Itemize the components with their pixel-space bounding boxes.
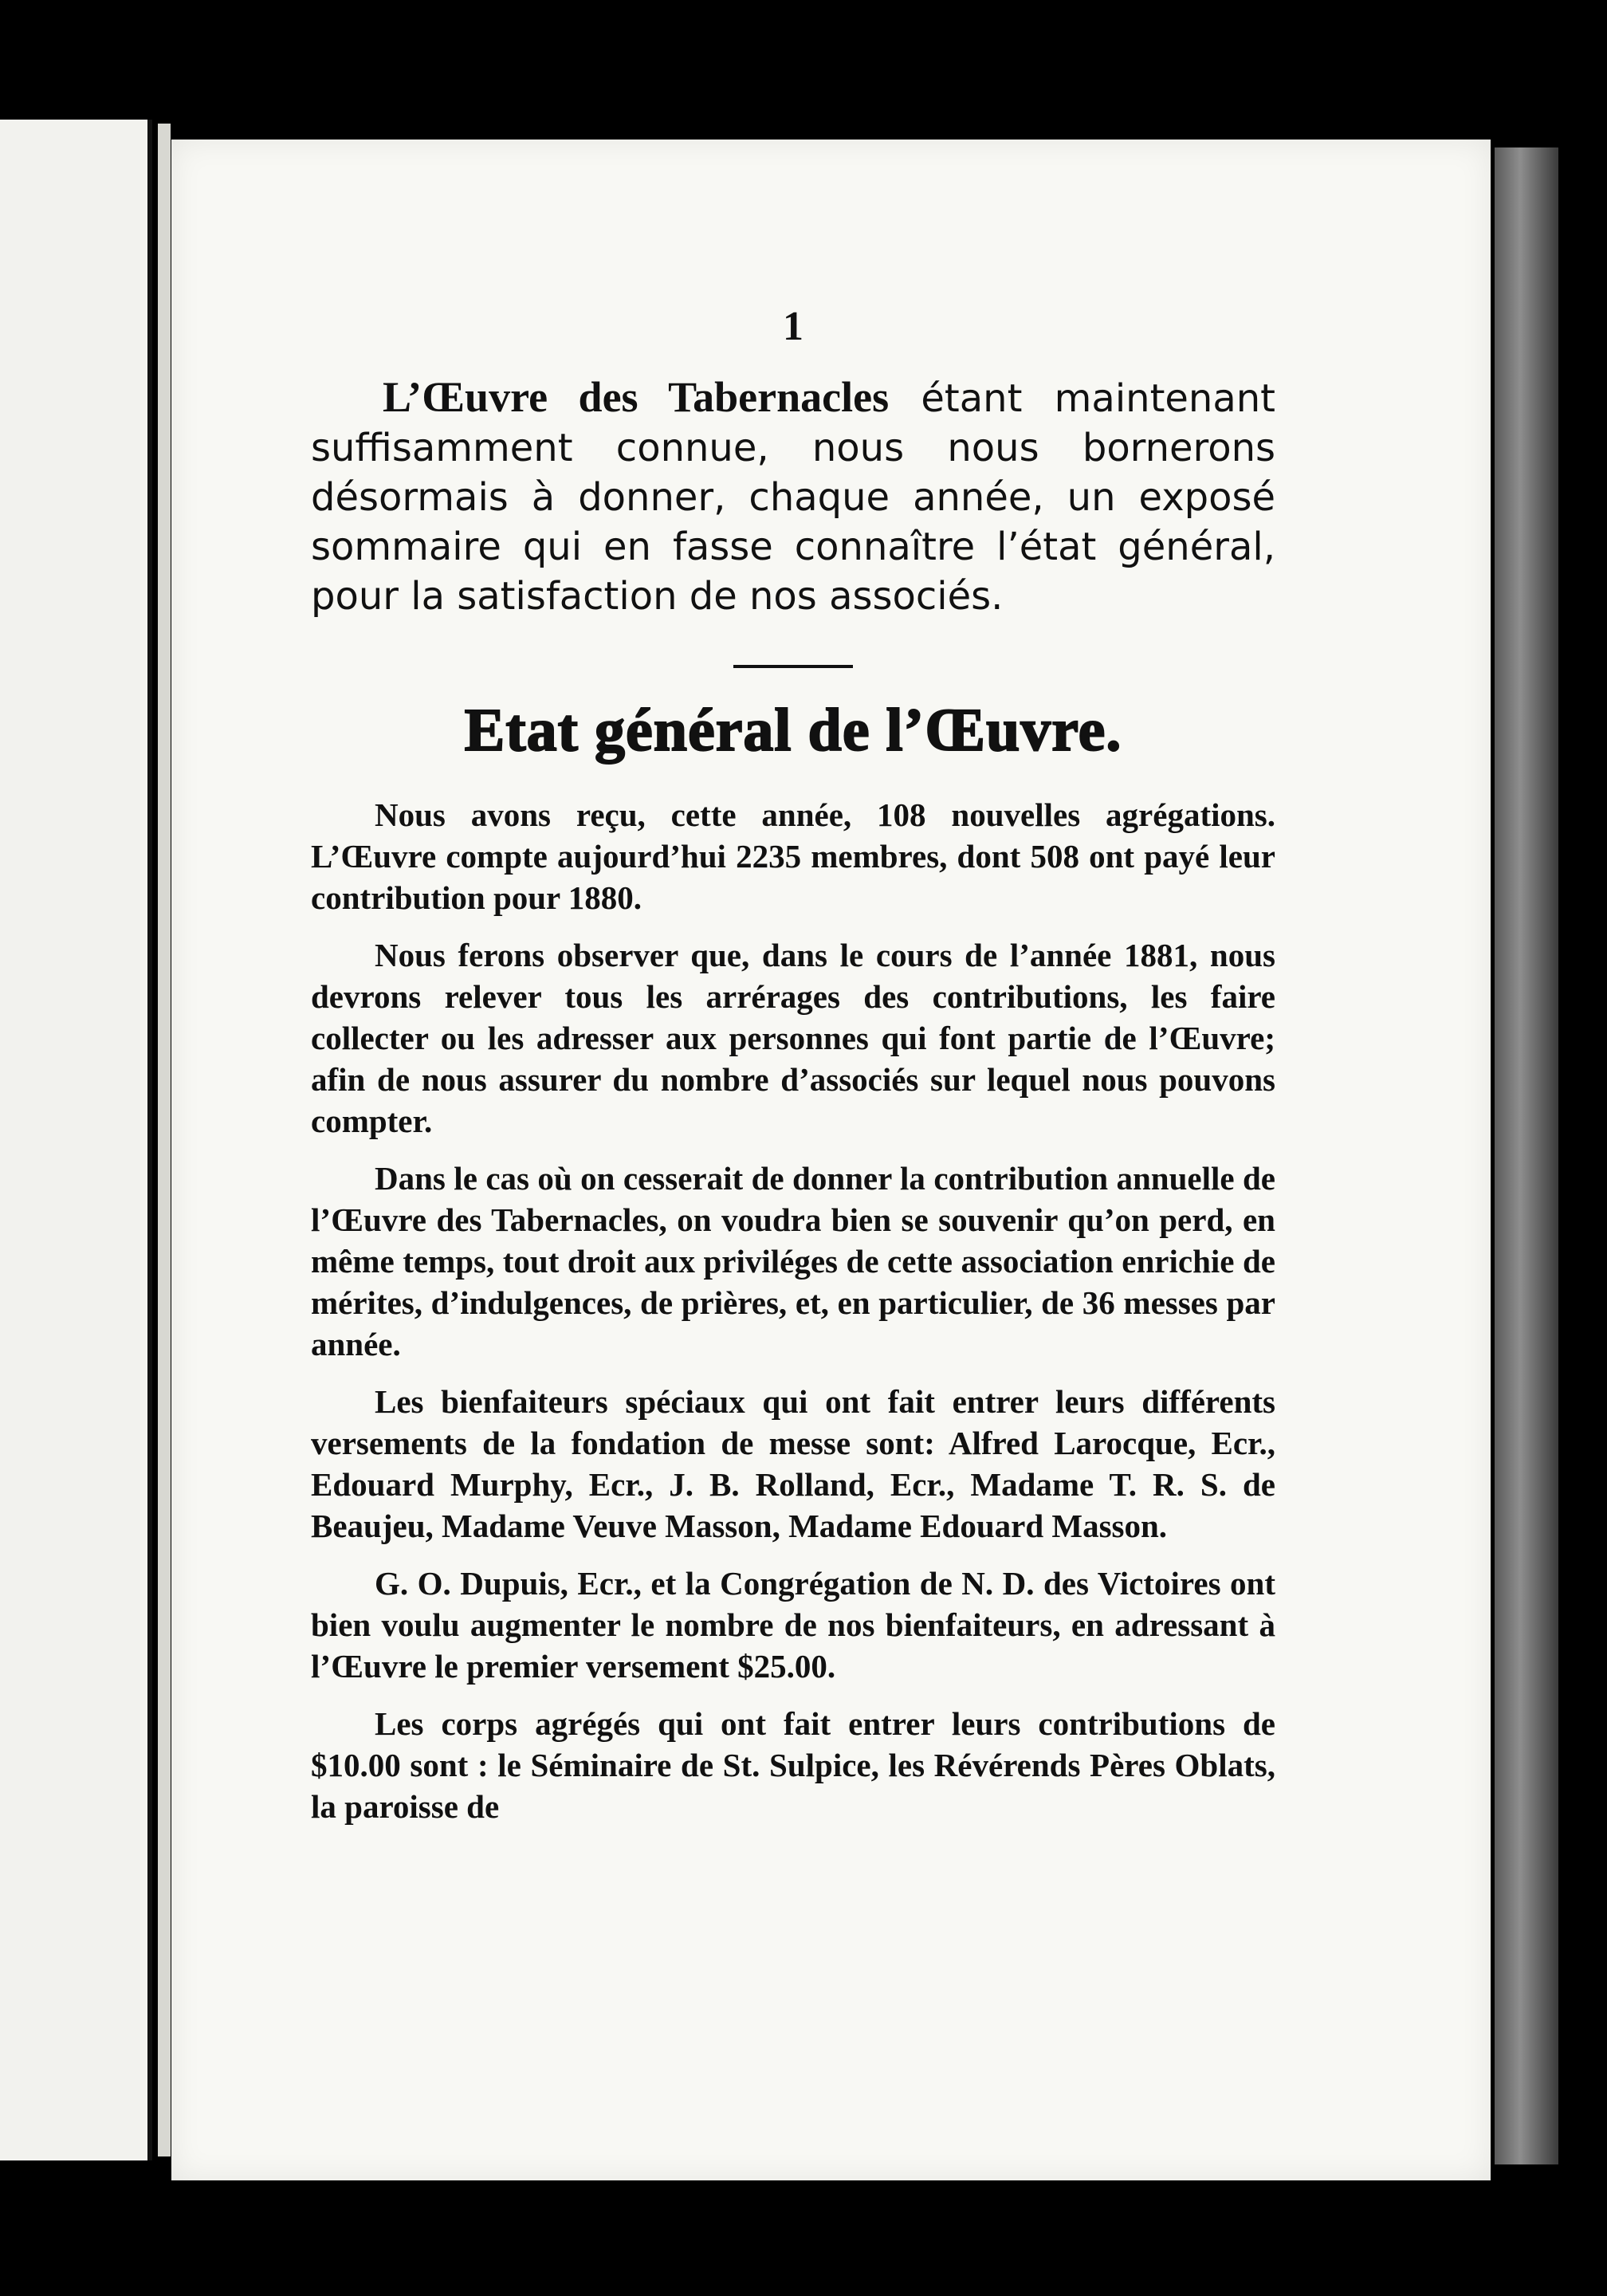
page-stack-edge — [1495, 147, 1558, 2164]
section-divider — [733, 665, 853, 668]
intro-text: étant maintenant suffisamment connue, nous nous bornerons désormais à donner, chaque année, un exposé sommaire qui en fasse connaître l’état général, pour la satisfaction de nos associés. — [311, 376, 1276, 619]
page-content — [311, 303, 1275, 1843]
body-paragraph-5: G. O. Dupuis, Ecr., et la Congrégation de N. D. des Victoires ont bien voulu augmenter le nombre de nos bienfaiteurs, en adressant à l’Œuvre le premier versement $25.00. — [311, 1565, 1275, 1685]
left-page-edge — [0, 120, 152, 2160]
page-number: 1 — [783, 304, 804, 349]
body-paragraph-4: Les bienfaiteurs spéciaux qui ont fait entrer leurs différents versements de la fondation de messe sont: Alfred Larocque, Ecr., Edouard Murphy, Ecr., J. B. Rolland, Ecr., Madame T. R. S. de Beaujeu, Madame Veuve Masson, Madame Edouard Masson. — [311, 1383, 1275, 1544]
intro-lead: L’Œuvre des Tabernacles — [383, 373, 890, 421]
intro-paragraph — [311, 372, 1275, 621]
body-paragraph-3: Dans le cas où on cesserait de donner la contribution annuelle de l’Œuvre des Tabernacles, on voudra bien se souvenir qu’on perd, en même temps, tout droit aux priviléges de cette association enrichie de mérites, d’indulgences, de prières, et, en particulier, de 36 messes par année. — [311, 1160, 1275, 1362]
body-paragraph-2: Nous ferons observer que, dans le cours de l’année 1881, nous devrons relever tous les arrérages des contributions, les faire collecter ou les adresser aux personnes qui font partie de l’Œuvre; afin de nous assurer du nombre d’associés sur lequel nous pouvons compter. — [311, 937, 1275, 1139]
section-heading: Etat général de l’Œuvre. — [464, 697, 1122, 764]
binding-strip — [158, 124, 171, 2156]
body-paragraph-6: Les corps agrégés qui ont fait entrer leurs contributions de $10.00 sont : le Séminaire de St. Sulpice, les Révérends Pères Oblats, la paroisse de — [311, 1705, 1275, 1825]
body-paragraph-1: Nous avons reçu, cette année, 108 nouvelles agrégations. L’Œuvre compte aujourd’hui 2235 membres, dont 508 ont payé leur contribution pour 1880. — [311, 796, 1275, 916]
